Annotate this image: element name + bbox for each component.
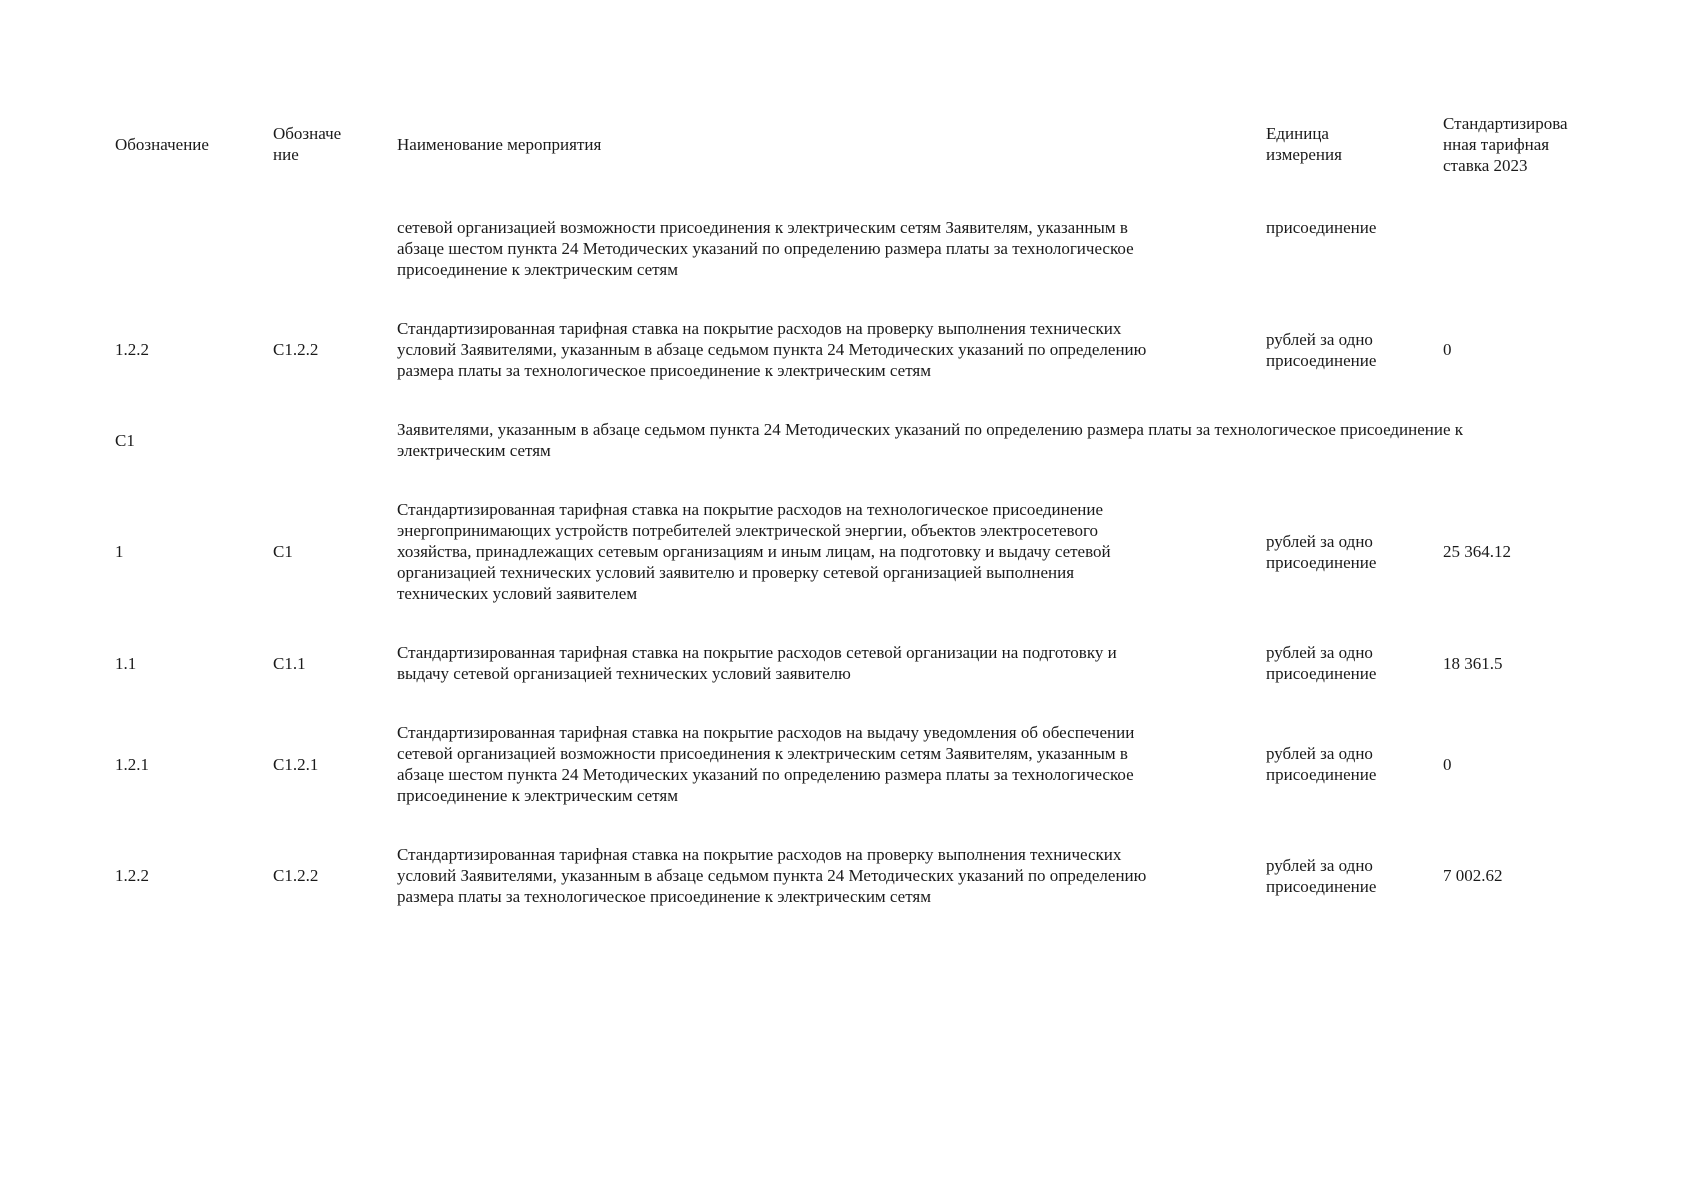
table-row-5-name: Стандартизированная тарифная ставка на покрытие расходов на выдачу уведомления об обеспечении сетевой организацией возможности присоединения к электрическим сетям Заявителям, указанным в абзаце шестом пункта 24 Методических указаний по определению размера платы за технологическое присоединение к электрическим сетям [397, 723, 1135, 805]
table-row-4-designation: 1.1 [115, 653, 137, 673]
table-row-1-designation: 1.2.2 [115, 340, 149, 359]
table-row-4-rate: 18 361.5 [1443, 653, 1503, 673]
table-row-6-rate: 7 002.62 [1443, 866, 1503, 885]
table-row-6-designation: 1.2.2 [115, 866, 149, 885]
table-row-0-unit: присоединение [1266, 218, 1377, 237]
table-row-0-name: сетевой организацией возможности присоединения к электрическим сетям Заявителям, указанным в абзаце шестом пункта 24 Методических указаний по определению размера платы за технологическое присоединение к электрическим сетям [397, 218, 1134, 279]
table-row-3-unit: рублей за одно присоединение [1266, 531, 1377, 572]
table-row-6-name: Стандартизированная тарифная ставка на покрытие расходов на проверку выполнения технических условий Заявителями, указанным в абзаце седьмом пункта 24 Методических указаний по определению размера платы за технологическое присоединение к электрическим сетям [397, 845, 1147, 906]
table-row-5-designation: 1.2.1 [115, 754, 149, 774]
table-row-5-code: С1.2.1 [273, 754, 319, 774]
tariff-table [115, 108, 1595, 907]
table-row-3-code: С1 [273, 542, 293, 561]
table-row-3-rate: 25 364.12 [1443, 542, 1511, 561]
table-row-3-name: Стандартизированная тарифная ставка на покрытие расходов на технологическое присоединение энергопринимающих устройств потребителей электрической энергии, объектов электросетевого хозяйства, принадлежащих сетевым организациям и иным лицам, на подготовку и выдачу сетевой организацией технических условий заявителю и проверку сетевой организацией выполнения технических условий заявителем [397, 500, 1111, 603]
table-row-1-unit: рублей за одно присоединение [1266, 329, 1377, 370]
table-row-1-code: С1.2.2 [273, 340, 319, 359]
table-row-4-name: Стандартизированная тарифная ставка на покрытие расходов сетевой организации на подготовку и выдачу сетевой организацией технических условий заявителю [397, 643, 1117, 683]
table-row-1-name: Стандартизированная тарифная ставка на покрытие расходов на проверку выполнения технических условий Заявителями, указанным в абзаце седьмом пункта 24 Методических указаний по определению размера платы за технологическое присоединение к электрическим сетям [397, 319, 1147, 380]
table-row-2-designation: С1 [115, 430, 135, 450]
table-row-0-code [273, 217, 397, 280]
table-row-2-code [273, 419, 397, 461]
table-row-2-name: Заявителями, указанным в абзаце седьмом пункта 24 Методических указаний по определению размера платы за технологическое присоединение к электрическим сетям [397, 420, 1464, 460]
table-row-3-designation: 1 [115, 542, 124, 561]
table-row-0-rate [1443, 217, 1595, 280]
header-designation-code: Обозначе ние [273, 124, 342, 164]
table-row-4-unit: рублей за одно присоединение [1266, 643, 1377, 683]
header-event-name: Наименование мероприятия [397, 134, 602, 154]
table-row-6-unit: рублей за одно присоединение [1266, 855, 1377, 896]
header-tariff-rate: Стандартизирова нная тарифная ставка 2023 [1443, 113, 1568, 175]
table-row-1-rate: 0 [1443, 340, 1452, 359]
table-row-0-designation [115, 217, 273, 280]
table-row-4-code: С1.1 [273, 653, 306, 673]
table-row-5-unit: рублей за одно присоединение [1266, 744, 1377, 784]
header-unit: Единица измерения [1266, 124, 1342, 164]
table-row-6-code: С1.2.2 [273, 866, 319, 885]
table-row-5-rate: 0 [1443, 754, 1452, 774]
header-designation: Обозначение [115, 134, 209, 154]
